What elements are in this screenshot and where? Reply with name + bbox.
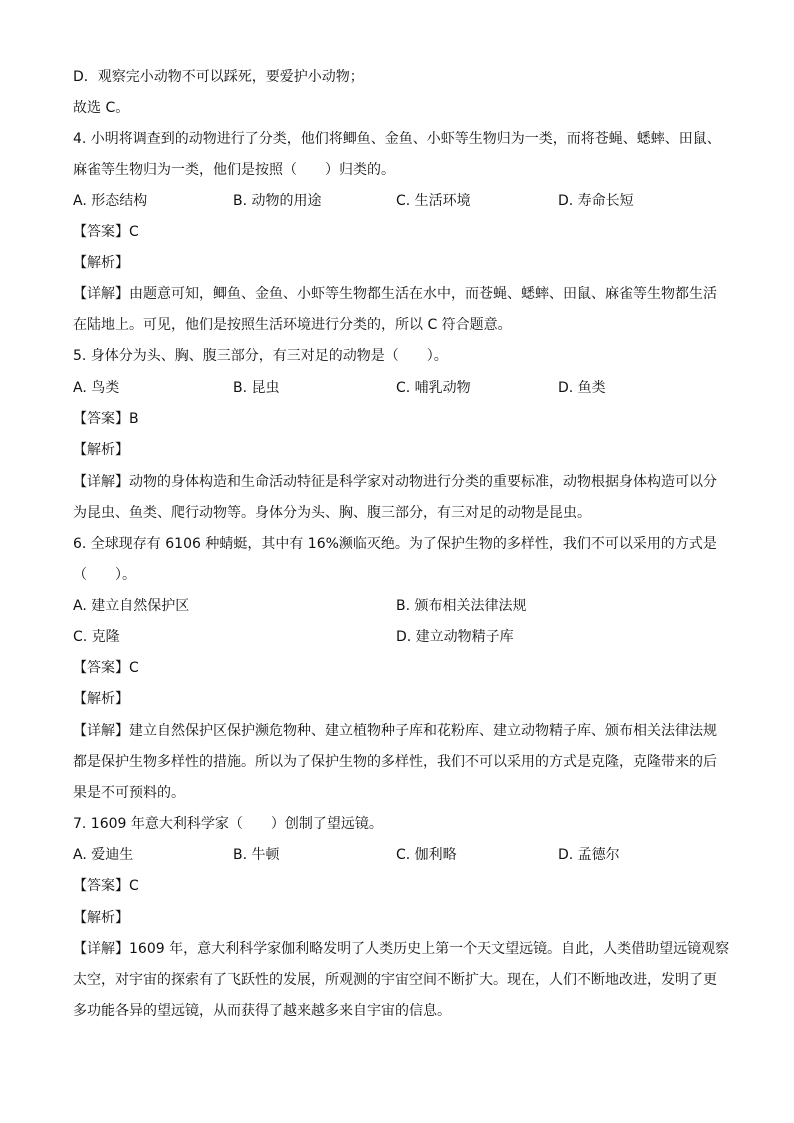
q4-detail-line1: 【详解】由题意可知，鲫鱼、金鱼、小虾等生物都生活在水中，而苍蝇、蟋蟀、田鼠、麻雀等生物都生活 [73, 286, 717, 302]
q6-detail-line3: 果是不可预料的。 [73, 785, 185, 801]
q5-option-d: D. 鱼类 [558, 380, 606, 396]
q6-detail-line1: 【详解】建立自然保护区保护濒危物种、建立植物种子库和花粉库、建立动物精子库、颁布相关法律法规 [73, 723, 717, 739]
q7-detail-line1: 【详解】1609 年，意大利科学家伽利略发明了人类历史上第一个天文望远镜。自此，人类借助望远镜观察 [73, 941, 730, 957]
q5-detail-line2: 为昆虫、鱼类、爬行动物等。身体分为头、胸、腹三部分，有三对足的动物是昆虫。 [73, 505, 591, 521]
q6-option-b: B. 颁布相关法律法规 [396, 598, 527, 614]
q4-answer: 【答案】C [73, 224, 139, 240]
q5-detail-line1: 【详解】动物的身体构造和生命活动特征是科学家对动物进行分类的重要标准，动物根据身体构造可以分 [73, 474, 717, 490]
q6-option-d: D. 建立动物精子库 [396, 629, 514, 645]
q5-stem: 5. 身体分为头、胸、腹三部分，有三对足的动物是（ ）。 [73, 348, 448, 364]
prev-conclusion: 故选 C。 [73, 100, 130, 116]
q4-option-a: A. 形态结构 [73, 193, 148, 209]
q7-option-c: C. 伽利略 [396, 847, 457, 863]
q4-detail-line2: 在陆地上。可见，他们是按照生活环境进行分类的，所以 C 符合题意。 [73, 317, 512, 333]
q7-option-a: A. 爱迪生 [73, 847, 134, 863]
q5-answer: 【答案】B [73, 411, 139, 427]
q7-analysis-label: 【解析】 [73, 910, 129, 926]
q5-option-a: A. 鸟类 [73, 380, 120, 396]
q4-option-c: C. 生活环境 [396, 193, 471, 209]
q7-option-d: D. 孟德尔 [558, 847, 620, 863]
q6-option-c: C. 克隆 [73, 629, 120, 645]
q6-analysis-label: 【解析】 [73, 691, 129, 707]
q7-stem: 7. 1609 年意大利科学家（ ）创制了望远镜。 [73, 816, 383, 832]
q6-stem-line2: （ ）。 [73, 567, 136, 583]
q6-stem-line1: 6. 全球现存有 6106 种蜻蜓，其中有 16%濒临灭绝。为了保护生物的多样性，我们不可以采用的方式是 [73, 536, 717, 552]
q4-stem-line1: 4. 小明将调查到的动物进行了分类，他们将鲫鱼、金鱼、小虾等生物归为一类，而将苍蝇、蟋蟀、田鼠、 [73, 131, 721, 147]
q4-analysis-label: 【解析】 [73, 255, 129, 271]
q7-detail-line3: 多功能各异的望远镜，从而获得了越来越多来自宇宙的信息。 [73, 1003, 451, 1019]
q6-option-a: A. 建立自然保护区 [73, 598, 190, 614]
q7-detail-line2: 太空，对宇宙的探索有了飞跃性的发展，所观测的宇宙空间不断扩大。现在，人们不断地改进，发明了更 [73, 972, 717, 988]
q7-answer: 【答案】C [73, 878, 139, 894]
prev-option-d: D．观察完小动物不可以踩死，要爱护小动物； [73, 69, 364, 85]
q4-option-b: B. 动物的用途 [233, 193, 322, 209]
q4-stem-line2: 麻雀等生物归为一类，他们是按照（ ）归类的。 [73, 162, 395, 178]
q5-option-c: C. 哺乳动物 [396, 380, 471, 396]
q5-option-b: B. 昆虫 [233, 380, 280, 396]
q5-analysis-label: 【解析】 [73, 442, 129, 458]
q7-option-b: B. 牛顿 [233, 847, 280, 863]
q6-detail-line2: 都是保护生物多样性的措施。所以为了保护生物的多样性，我们不可以采用的方式是克隆，克隆带来的后 [73, 754, 717, 770]
q4-option-d: D. 寿命长短 [558, 193, 634, 209]
q6-answer: 【答案】C [73, 660, 139, 676]
